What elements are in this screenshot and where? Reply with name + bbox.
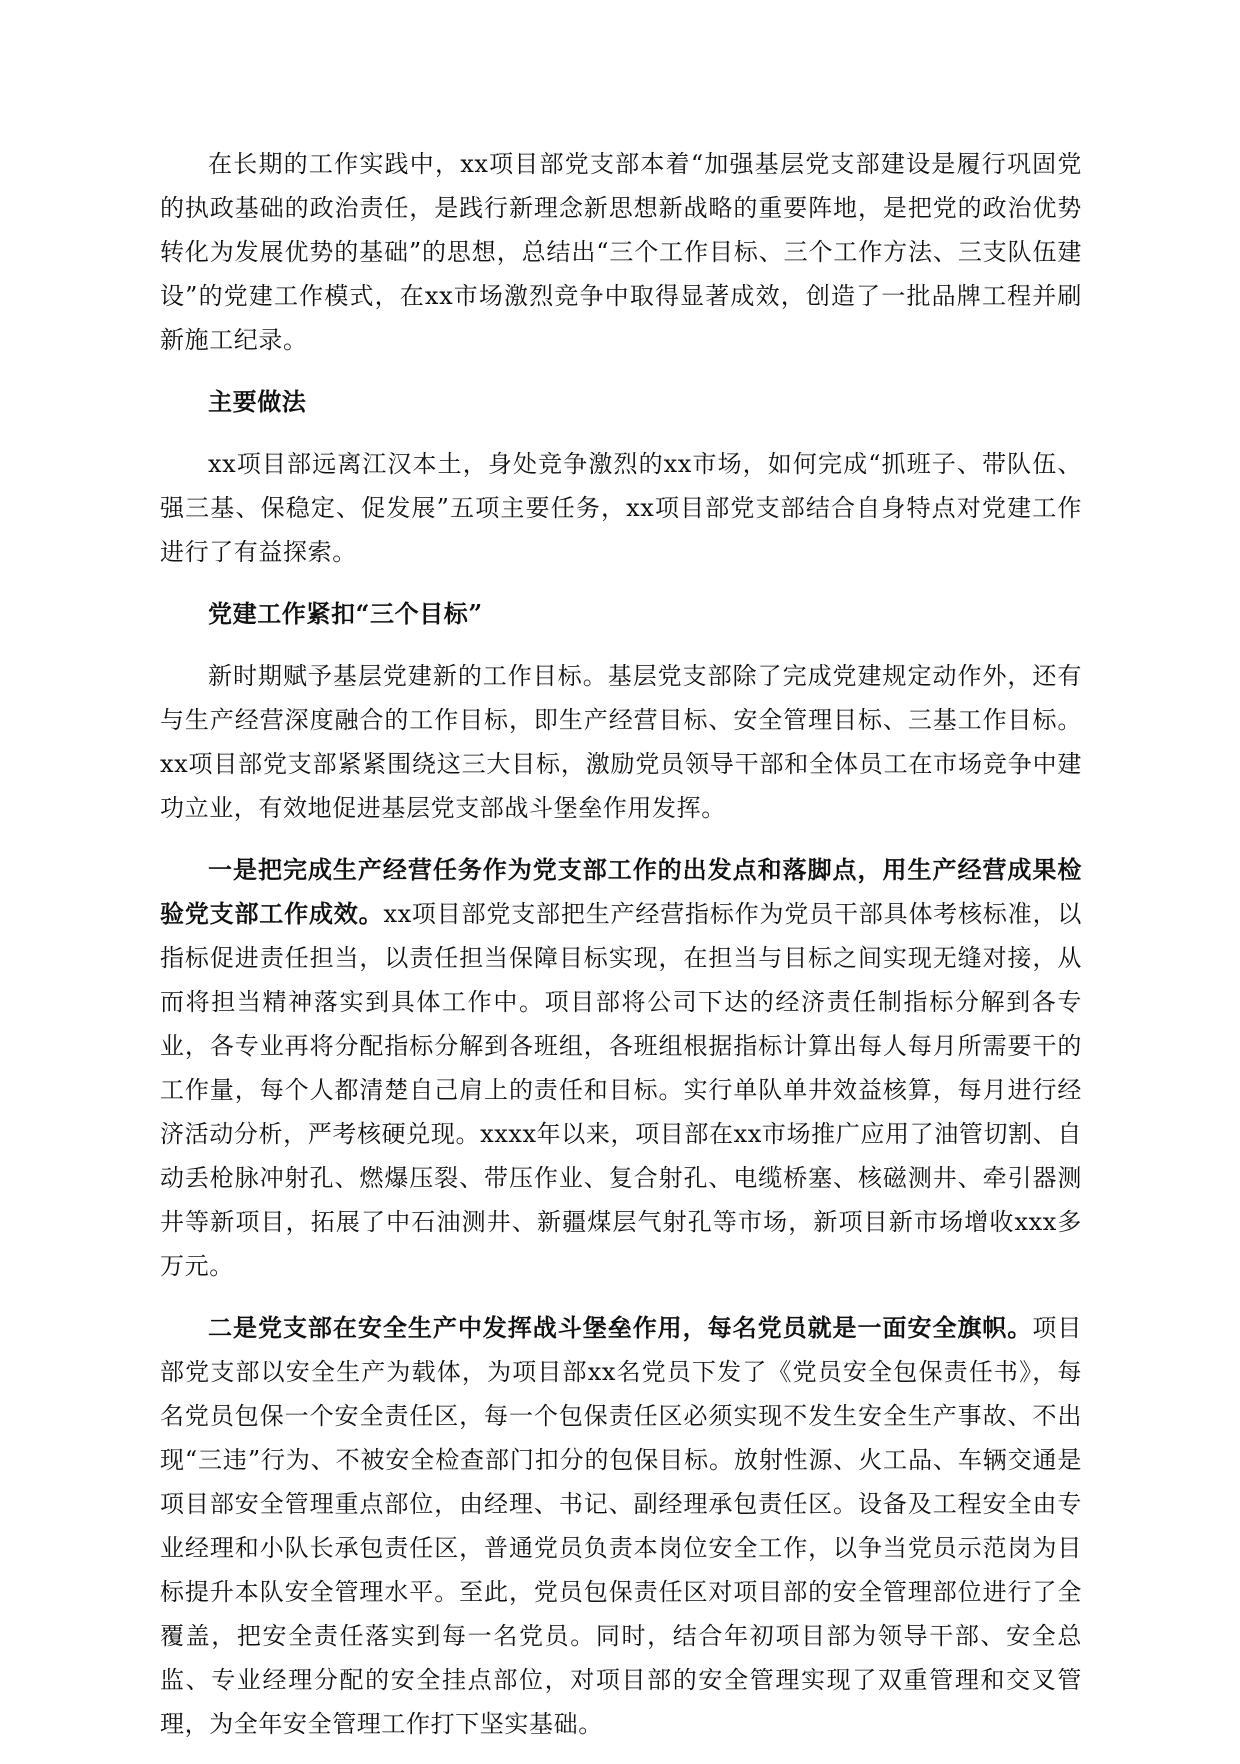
three-goals-paragraph: 新时期赋予基层党建新的工作目标。基层党支部除了完成党建规定动作外，还有与生产经营深度融合的工作目标，即生产经营目标、安全管理目标、三基工作目标。xx项目部党支部紧紧围绕这三大目标，激励党员领导干部和全体员工在市场竞争中建功立业，有效地促进基层党支部战斗堡垒作用发挥。 — [160, 662, 1082, 822]
intro-paragraph: 在长期的工作实践中，xx项目部党支部本着“加强基层党支部建设是履行巩固党的执政基础的政治责任，是践行新理念新思想新战略的重要阵地，是把党的政治优势转化为发展优势的基础”的思想，总结出“三个工作目标、三个工作方法、三支队伍建设”的党建工作模式，在xx市场激烈竞争中取得显著成效，创造了一批品牌工程并刷新施工纪录。 — [160, 150, 1082, 354]
section-heading-main-practices: 主要做法 — [208, 387, 307, 416]
main-practices-paragraph: xx项目部远离江汉本土，身处竞争激烈的xx市场，如何完成“抓班子、带队伍、强三基、保稳定、促发展”五项主要任务，xx项目部党支部结合自身特点对党建工作进行了有益探索。 — [160, 450, 1082, 566]
document-page — [160, 142, 1082, 1764]
item-two-body: 项目部党支部以安全生产为载体，为项目部xx名党员下发了《党员安全包保责任书》，每名党员包保一个安全责任区，每一个包保责任区必须实现不发生安全生产事故、不出现“三违”行为、不被安全检查部门扣分的包保目标。放射性源、火工品、车辆交通是项目部安全管理重点部位，由经理、书记、副经理承包责任区。设备及工程安全由专业经理和小队长承包责任区，普通党员负责本岗位安全工作，以争当党员示范岗为目标提升本队安全管理水平。至此，党员包保责任区对项目部的安全管理部位进行了全覆盖，把安全责任落实到每一名党员。同时，结合年初项目部为领导干部、安全总监、专业经理分配的安全挂点部位，对项目部的安全管理实现了双重管理和交叉管理，为全年安全管理工作打下坚实基础。 — [160, 1314, 1082, 1738]
item-two-lead: 二是党支部在安全生产中发挥战斗堡垒作用，每名党员就是一面安全旗帜。 — [208, 1313, 1033, 1342]
item-one-lead: 一是把完成生产经营任务作为党支部工作的出发点和落脚点，用生产经营成果检验党支部工作成效。 — [160, 855, 1082, 928]
item-one-paragraph — [160, 848, 1082, 1288]
item-two-paragraph — [160, 1306, 1082, 1746]
section-heading-three-goals: 党建工作紧扣“三个目标” — [208, 599, 483, 628]
item-one-body: xx项目部党支部把生产经营指标作为党员干部具体考核标准，以指标促进责任担当，以责任担当保障目标实现，在担当与目标之间实现无缝对接，从而将担当精神落实到具体工作中。项目部将公司下达的经济责任制指标分解到各专业，各专业再将分配指标分解到各班组，各班组根据指标计算出每人每月所需要干的工作量，每个人都清楚自己肩上的责任和目标。实行单队单井效益核算，每月进行经济活动分析，严考核硬兑现。xxxx年以来，项目部在xx市场推广应用了油管切割、自动丢枪脉冲射孔、燃爆压裂、带压作业、复合射孔、电缆桥塞、核磁测井、牵引器测井等新项目，拓展了中石油测井、新疆煤层气射孔等市场，新项目新市场增收xxx多万元。 — [160, 900, 1082, 1280]
